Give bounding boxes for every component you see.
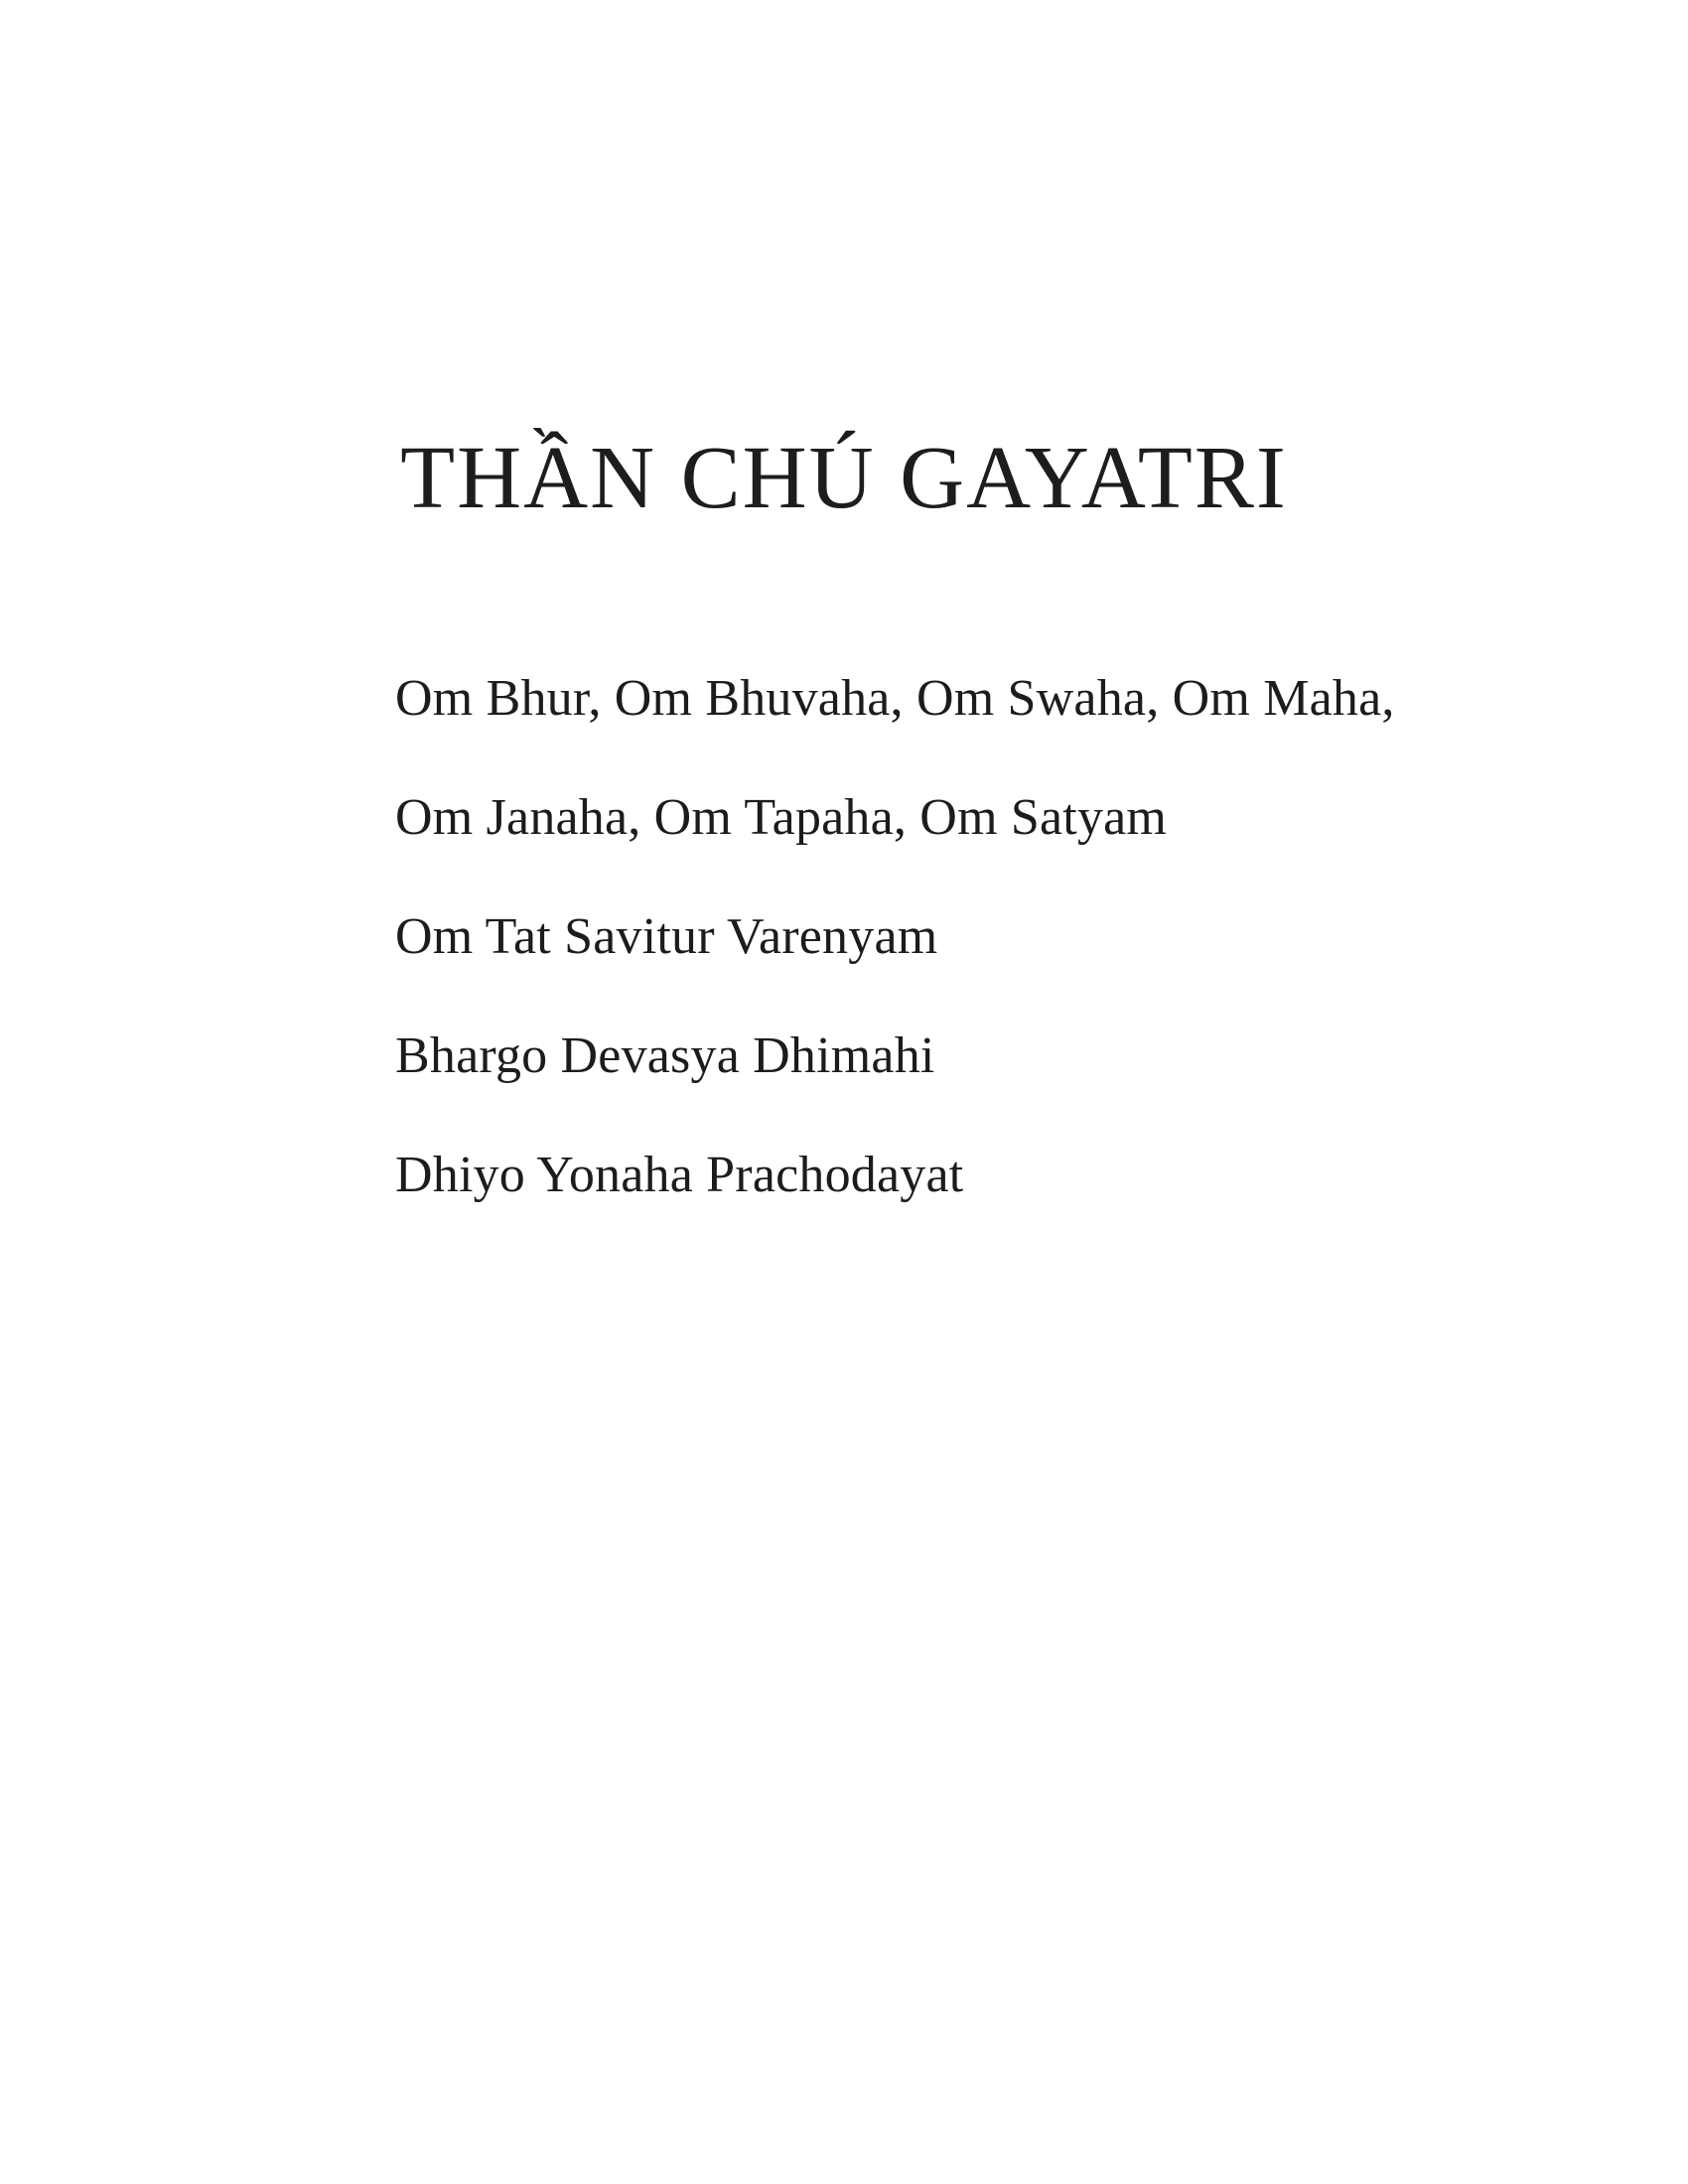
mantra-line-4: Bhargo Devasya Dhimahi <box>395 1027 935 1084</box>
mantra-line-1: Om Bhur, Om Bhuvaha, Om Swaha, Om Maha, <box>395 670 1395 727</box>
mantra-line-2: Om Janaha, Om Tapaha, Om Satyam <box>395 789 1168 846</box>
mantra-line-3: Om Tat Savitur Varenyam <box>395 908 938 965</box>
mantra-block <box>395 670 1569 1269</box>
mantra-line-5: Dhiyo Yonaha Prachodayat <box>395 1147 964 1203</box>
page-title: THẦN CHÚ GAYATRI <box>400 429 1288 527</box>
